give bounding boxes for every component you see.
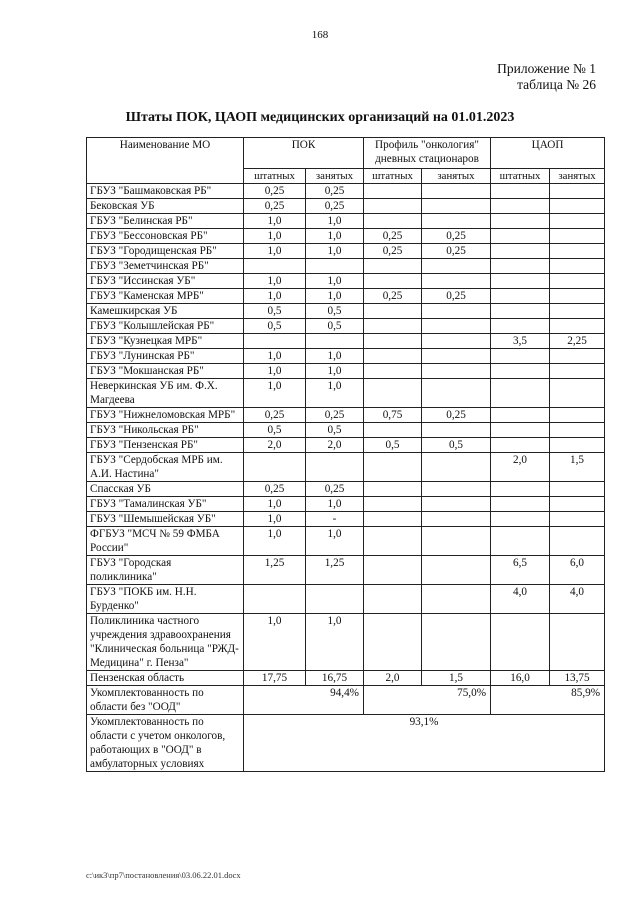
row-name: ГБУЗ "Никольская РБ" bbox=[87, 423, 244, 438]
cell-oncology-occupied: 0,25 bbox=[422, 244, 491, 259]
row-name: ФГБУЗ "МСЧ № 59 ФМБА России" bbox=[87, 527, 244, 556]
cell-pok-staff: 1,0 bbox=[244, 274, 306, 289]
cell-pok-staff: 0,25 bbox=[244, 408, 306, 423]
cell-oncology-occupied bbox=[422, 614, 491, 671]
document-title: Штаты ПОК, ЦАОП медицинских организаций на 01.01.2023 bbox=[125, 110, 515, 125]
cell-pok-staff: 0,5 bbox=[244, 319, 306, 334]
cell-pok-occupied: 1,0 bbox=[306, 244, 364, 259]
cell-caop-occupied: 1,5 bbox=[550, 453, 605, 482]
cell-oncology-occupied bbox=[422, 585, 491, 614]
cell-caop-occupied bbox=[550, 199, 605, 214]
cell-oncology-occupied: 0,5 bbox=[422, 438, 491, 453]
table-row bbox=[87, 408, 605, 423]
table-row bbox=[87, 379, 605, 408]
header-caop: ЦАОП bbox=[491, 138, 605, 169]
table-row bbox=[87, 556, 605, 585]
cell-oncology-occupied bbox=[422, 214, 491, 229]
cell-oncology-occupied: 0,25 bbox=[422, 229, 491, 244]
cell-oncology-staff bbox=[364, 199, 422, 214]
cell-caop-occupied bbox=[550, 289, 605, 304]
header-name: Наименование МО bbox=[87, 138, 244, 184]
cell-oncology-occupied: 0,25 bbox=[422, 289, 491, 304]
cell-pok-occupied bbox=[306, 453, 364, 482]
cell-oncology-staff: 2,0 bbox=[364, 671, 422, 686]
cell-caop-staff bbox=[491, 214, 550, 229]
cell-pok-staff: 0,25 bbox=[244, 184, 306, 199]
cell-oncology-staff: 0,5 bbox=[364, 438, 422, 453]
cell-oncology-occupied bbox=[422, 453, 491, 482]
cell-pok-occupied bbox=[306, 585, 364, 614]
staffing-total-row bbox=[87, 715, 605, 772]
table-row bbox=[87, 214, 605, 229]
cell-oncology-staff bbox=[364, 527, 422, 556]
cell-pok-occupied: 1,0 bbox=[306, 214, 364, 229]
cell-caop-staff bbox=[491, 259, 550, 274]
cell-caop-occupied: 13,75 bbox=[550, 671, 605, 686]
cell-caop-occupied bbox=[550, 482, 605, 497]
staffing-row-name: Укомплектованность по области без "ООД" bbox=[87, 686, 244, 715]
cell-oncology-occupied bbox=[422, 319, 491, 334]
row-name: Пензенская область bbox=[87, 671, 244, 686]
cell-pok-occupied: 0,5 bbox=[306, 304, 364, 319]
cell-pok-occupied: 1,0 bbox=[306, 527, 364, 556]
cell-caop-occupied bbox=[550, 423, 605, 438]
cell-caop-staff: 3,5 bbox=[491, 334, 550, 349]
header-pok-staff: штатных bbox=[244, 169, 306, 184]
cell-pok-occupied bbox=[306, 334, 364, 349]
cell-caop-staff bbox=[491, 423, 550, 438]
table-row bbox=[87, 244, 605, 259]
cell-caop-occupied: 6,0 bbox=[550, 556, 605, 585]
row-name: ГБУЗ "Башмаковская РБ" bbox=[87, 184, 244, 199]
cell-oncology-occupied bbox=[422, 259, 491, 274]
cell-pok-staff: 0,25 bbox=[244, 482, 306, 497]
table-row bbox=[87, 423, 605, 438]
row-name: Спасская УБ bbox=[87, 482, 244, 497]
cell-oncology-occupied bbox=[422, 556, 491, 585]
cell-oncology-staff: 0,25 bbox=[364, 244, 422, 259]
cell-caop-occupied bbox=[550, 379, 605, 408]
table-row bbox=[87, 289, 605, 304]
cell-caop-occupied bbox=[550, 349, 605, 364]
cell-pok-staff: 0,5 bbox=[244, 304, 306, 319]
cell-oncology-staff bbox=[364, 259, 422, 274]
table-row bbox=[87, 671, 605, 686]
cell-oncology-occupied bbox=[422, 349, 491, 364]
cell-pok-staff: 1,0 bbox=[244, 229, 306, 244]
cell-pok-occupied: 2,0 bbox=[306, 438, 364, 453]
header-caop-occupied: занятых bbox=[550, 169, 605, 184]
table-row bbox=[87, 614, 605, 671]
cell-caop-staff bbox=[491, 199, 550, 214]
cell-pok-staff: 0,5 bbox=[244, 423, 306, 438]
row-name: ГБУЗ "Городищенская РБ" bbox=[87, 244, 244, 259]
cell-caop-occupied bbox=[550, 259, 605, 274]
header-oncology-occupied: занятых bbox=[422, 169, 491, 184]
cell-pok-occupied: 0,5 bbox=[306, 423, 364, 438]
table-row bbox=[87, 199, 605, 214]
cell-pok-occupied: 1,0 bbox=[306, 379, 364, 408]
table-row bbox=[87, 585, 605, 614]
table-row bbox=[87, 349, 605, 364]
cell-oncology-occupied bbox=[422, 304, 491, 319]
table-row bbox=[87, 184, 605, 199]
table-row bbox=[87, 334, 605, 349]
cell-pok-staff: 1,0 bbox=[244, 614, 306, 671]
cell-oncology-staff bbox=[364, 556, 422, 585]
cell-oncology-occupied: 1,5 bbox=[422, 671, 491, 686]
cell-oncology-occupied bbox=[422, 379, 491, 408]
cell-pok-occupied: 0,5 bbox=[306, 319, 364, 334]
cell-caop-occupied bbox=[550, 304, 605, 319]
cell-oncology-staff: 0,75 bbox=[364, 408, 422, 423]
cell-pok-occupied: 1,0 bbox=[306, 274, 364, 289]
cell-caop-occupied bbox=[550, 319, 605, 334]
table-row bbox=[87, 304, 605, 319]
cell-caop-staff bbox=[491, 364, 550, 379]
header-pok-occupied: занятых bbox=[306, 169, 364, 184]
cell-caop-occupied bbox=[550, 214, 605, 229]
cell-pok-staff bbox=[244, 334, 306, 349]
table-row bbox=[87, 497, 605, 512]
cell-oncology-occupied bbox=[422, 482, 491, 497]
cell-pok-staff bbox=[244, 259, 306, 274]
cell-caop-occupied bbox=[550, 364, 605, 379]
cell-oncology-occupied: 0,25 bbox=[422, 408, 491, 423]
row-name: ГБУЗ "Кузнецкая МРБ" bbox=[87, 334, 244, 349]
cell-oncology-staff bbox=[364, 497, 422, 512]
table-row bbox=[87, 453, 605, 482]
footer-file-path: c:\ик3\пр7\постановления\03.06.22.01.docx bbox=[86, 870, 241, 880]
cell-caop-occupied bbox=[550, 244, 605, 259]
row-name: ГБУЗ "Нижнеломовская МРБ" bbox=[87, 408, 244, 423]
cell-caop-staff bbox=[491, 289, 550, 304]
cell-caop-staff: 6,5 bbox=[491, 556, 550, 585]
staffing-row-oncology: 75,0% bbox=[364, 686, 491, 715]
cell-caop-staff: 4,0 bbox=[491, 585, 550, 614]
cell-pok-occupied: 0,25 bbox=[306, 199, 364, 214]
row-name: ГБУЗ "Бессоновская РБ" bbox=[87, 229, 244, 244]
row-name: Бековская УБ bbox=[87, 199, 244, 214]
cell-pok-occupied: 0,25 bbox=[306, 408, 364, 423]
cell-caop-staff bbox=[491, 527, 550, 556]
cell-caop-occupied bbox=[550, 274, 605, 289]
header-row-1 bbox=[87, 138, 605, 169]
cell-pok-occupied: 16,75 bbox=[306, 671, 364, 686]
cell-caop-occupied bbox=[550, 614, 605, 671]
cell-caop-staff bbox=[491, 229, 550, 244]
header-pok: ПОК bbox=[244, 138, 364, 169]
cell-pok-staff bbox=[244, 453, 306, 482]
cell-oncology-staff bbox=[364, 214, 422, 229]
cell-pok-staff: 1,0 bbox=[244, 364, 306, 379]
row-name: ГБУЗ "Тамалинская УБ" bbox=[87, 497, 244, 512]
cell-caop-staff bbox=[491, 438, 550, 453]
row-name: ГБУЗ "Земетчинская РБ" bbox=[87, 259, 244, 274]
cell-caop-occupied bbox=[550, 527, 605, 556]
row-name: ГБУЗ "Мокшанская РБ" bbox=[87, 364, 244, 379]
cell-pok-occupied bbox=[306, 259, 364, 274]
cell-oncology-staff: 0,25 bbox=[364, 289, 422, 304]
cell-pok-staff bbox=[244, 585, 306, 614]
table-row bbox=[87, 319, 605, 334]
cell-oncology-staff bbox=[364, 184, 422, 199]
cell-caop-occupied bbox=[550, 497, 605, 512]
row-name: ГБУЗ "Шемышейская УБ" bbox=[87, 512, 244, 527]
cell-caop-staff bbox=[491, 379, 550, 408]
cell-caop-occupied bbox=[550, 512, 605, 527]
cell-pok-staff: 1,25 bbox=[244, 556, 306, 585]
cell-caop-staff: 16,0 bbox=[491, 671, 550, 686]
cell-pok-staff: 0,25 bbox=[244, 199, 306, 214]
row-name: Камешкирская УБ bbox=[87, 304, 244, 319]
row-name: ГБУЗ "Сердобская МРБ им. А.И. Настина" bbox=[87, 453, 244, 482]
cell-oncology-occupied bbox=[422, 184, 491, 199]
cell-caop-occupied: 2,25 bbox=[550, 334, 605, 349]
table-row bbox=[87, 259, 605, 274]
cell-oncology-staff bbox=[364, 453, 422, 482]
cell-pok-occupied: 1,0 bbox=[306, 614, 364, 671]
cell-pok-occupied: 1,25 bbox=[306, 556, 364, 585]
cell-oncology-staff bbox=[364, 304, 422, 319]
cell-caop-staff bbox=[491, 497, 550, 512]
cell-oncology-staff bbox=[364, 585, 422, 614]
cell-caop-staff bbox=[491, 304, 550, 319]
row-name: ГБУЗ "Колышлейская РБ" bbox=[87, 319, 244, 334]
cell-pok-staff: 1,0 bbox=[244, 349, 306, 364]
row-name: ГБУЗ "Каменская МРБ" bbox=[87, 289, 244, 304]
cell-pok-staff: 1,0 bbox=[244, 512, 306, 527]
cell-oncology-occupied bbox=[422, 334, 491, 349]
table-row bbox=[87, 438, 605, 453]
cell-oncology-occupied bbox=[422, 497, 491, 512]
staffing-row bbox=[87, 686, 605, 715]
cell-caop-staff bbox=[491, 274, 550, 289]
page-number: 168 bbox=[311, 29, 329, 41]
table-row bbox=[87, 482, 605, 497]
cell-caop-staff bbox=[491, 408, 550, 423]
staff-table bbox=[86, 137, 605, 772]
row-name: ГБУЗ "Белинская РБ" bbox=[87, 214, 244, 229]
cell-caop-staff bbox=[491, 512, 550, 527]
row-name: ГБУЗ "Иссинская УБ" bbox=[87, 274, 244, 289]
appendix-line-2: таблица № 26 bbox=[517, 77, 596, 92]
cell-caop-staff bbox=[491, 482, 550, 497]
cell-oncology-occupied bbox=[422, 512, 491, 527]
cell-pok-occupied: 1,0 bbox=[306, 229, 364, 244]
cell-oncology-staff bbox=[364, 512, 422, 527]
row-name: Неверкинская УБ им. Ф.Х. Магдеева bbox=[87, 379, 244, 408]
row-name: Поликлиника частного учреждения здравоохранения "Клиническая больница "РЖД-Медицина" г. Пенза" bbox=[87, 614, 244, 671]
staffing-row-pok: 94,4% bbox=[244, 686, 364, 715]
cell-oncology-staff bbox=[364, 349, 422, 364]
table-body bbox=[87, 184, 605, 772]
cell-oncology-staff bbox=[364, 482, 422, 497]
cell-pok-occupied: 1,0 bbox=[306, 364, 364, 379]
table-row bbox=[87, 527, 605, 556]
cell-oncology-staff bbox=[364, 319, 422, 334]
cell-pok-staff: 1,0 bbox=[244, 379, 306, 408]
header-oncology: Профиль "онкология" дневных стационаров bbox=[364, 138, 491, 169]
table-row bbox=[87, 229, 605, 244]
row-name: ГБУЗ "ПОКБ им. Н.Н. Бурденко" bbox=[87, 585, 244, 614]
cell-oncology-staff bbox=[364, 274, 422, 289]
row-name: ГБУЗ "Городская поликлиника" bbox=[87, 556, 244, 585]
header-oncology-staff: штатных bbox=[364, 169, 422, 184]
cell-pok-occupied: 1,0 bbox=[306, 497, 364, 512]
cell-caop-occupied bbox=[550, 408, 605, 423]
cell-pok-staff: 1,0 bbox=[244, 244, 306, 259]
cell-caop-staff: 2,0 bbox=[491, 453, 550, 482]
cell-oncology-staff: 0,25 bbox=[364, 229, 422, 244]
cell-oncology-staff bbox=[364, 334, 422, 349]
row-name: ГБУЗ "Пензенская РБ" bbox=[87, 438, 244, 453]
cell-oncology-occupied bbox=[422, 527, 491, 556]
cell-caop-occupied bbox=[550, 184, 605, 199]
cell-pok-occupied: 0,25 bbox=[306, 184, 364, 199]
cell-pok-staff: 17,75 bbox=[244, 671, 306, 686]
cell-oncology-staff bbox=[364, 364, 422, 379]
cell-caop-staff bbox=[491, 184, 550, 199]
cell-oncology-staff bbox=[364, 379, 422, 408]
cell-pok-occupied: - bbox=[306, 512, 364, 527]
appendix-line-1: Приложение № 1 bbox=[497, 61, 596, 76]
cell-oncology-staff bbox=[364, 423, 422, 438]
cell-pok-staff: 1,0 bbox=[244, 497, 306, 512]
cell-caop-occupied: 4,0 bbox=[550, 585, 605, 614]
staffing-total-value: 93,1% bbox=[244, 715, 605, 772]
table-row bbox=[87, 512, 605, 527]
header-caop-staff: штатных bbox=[491, 169, 550, 184]
cell-caop-staff bbox=[491, 244, 550, 259]
appendix-label bbox=[497, 61, 596, 93]
cell-oncology-occupied bbox=[422, 274, 491, 289]
cell-oncology-occupied bbox=[422, 423, 491, 438]
cell-caop-staff bbox=[491, 319, 550, 334]
table-row bbox=[87, 274, 605, 289]
cell-oncology-occupied bbox=[422, 199, 491, 214]
cell-pok-staff: 2,0 bbox=[244, 438, 306, 453]
cell-caop-occupied bbox=[550, 438, 605, 453]
staffing-total-name: Укомплектованность по области с учетом онкологов, работающих в "ООД" в амбулаторных условиях bbox=[87, 715, 244, 772]
cell-caop-staff bbox=[491, 349, 550, 364]
cell-pok-occupied: 0,25 bbox=[306, 482, 364, 497]
row-name: ГБУЗ "Лунинская РБ" bbox=[87, 349, 244, 364]
cell-pok-staff: 1,0 bbox=[244, 527, 306, 556]
cell-pok-occupied: 1,0 bbox=[306, 289, 364, 304]
cell-oncology-occupied bbox=[422, 364, 491, 379]
cell-oncology-staff bbox=[364, 614, 422, 671]
cell-caop-occupied bbox=[550, 229, 605, 244]
cell-pok-occupied: 1,0 bbox=[306, 349, 364, 364]
cell-pok-staff: 1,0 bbox=[244, 214, 306, 229]
cell-pok-staff: 1,0 bbox=[244, 289, 306, 304]
cell-caop-staff bbox=[491, 614, 550, 671]
table-row bbox=[87, 364, 605, 379]
staffing-row-caop: 85,9% bbox=[491, 686, 605, 715]
